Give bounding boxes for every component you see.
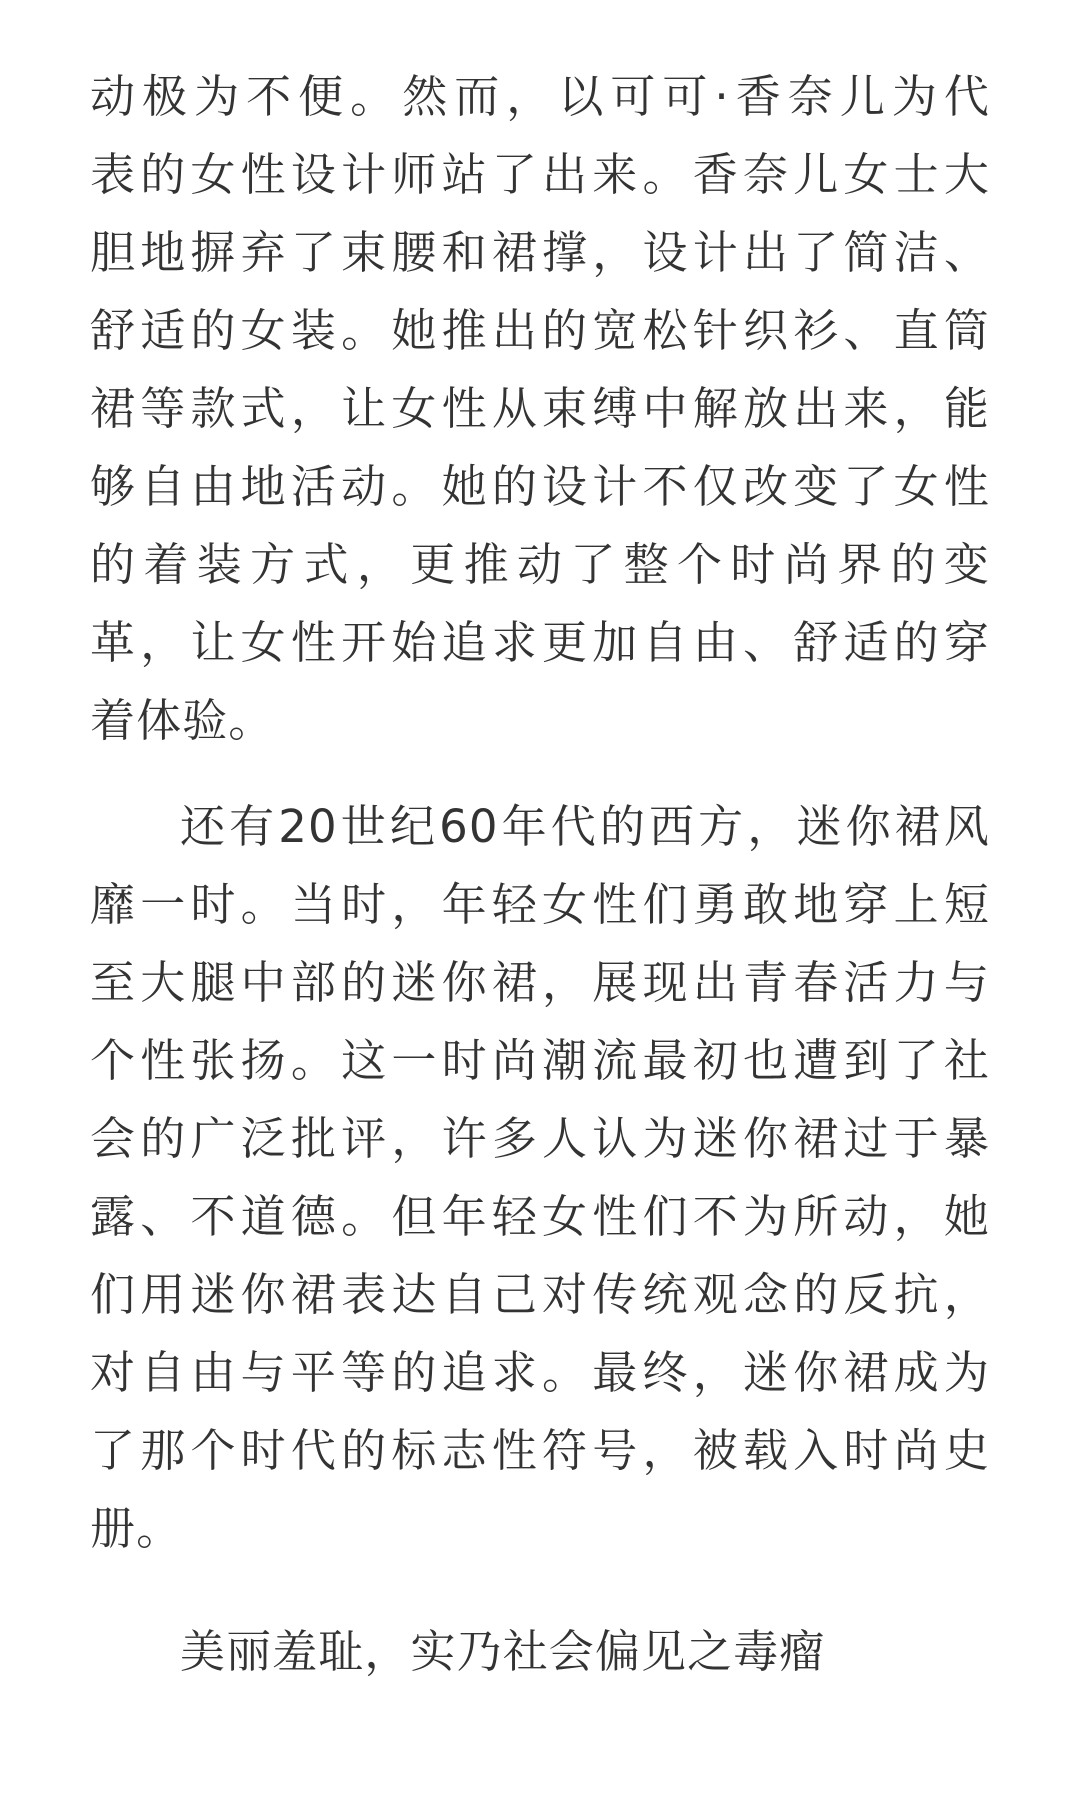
paragraph-1-line: 革，让女性开始追求更加自由、舒适的穿 xyxy=(90,616,990,669)
paragraph-2-line: 至大腿中部的迷你裙，展现出青春活力与 xyxy=(90,956,990,1009)
paragraph-1-line: 裙等款式，让女性从束缚中解放出来，能 xyxy=(90,382,990,435)
paragraph-2-line: 对自由与平等的追求。最终，迷你裙成为 xyxy=(90,1346,990,1399)
paragraph-1-line: 的着装方式，更推动了整个时尚界的变 xyxy=(90,538,990,591)
paragraph-1-line: 舒适的女装。她推出的宽松针织衫、直筒 xyxy=(90,304,990,357)
paragraph-2-line: 会的广泛批评，许多人认为迷你裙过于暴 xyxy=(90,1112,990,1165)
paragraph-2-line: 个性张扬。这一时尚潮流最初也遭到了社 xyxy=(90,1034,990,1087)
paragraph-1-last-line: 着体验。 xyxy=(90,694,275,747)
paragraph-2-line: 们用迷你裙表达自己对传统观念的反抗， xyxy=(90,1268,990,1321)
paragraph-2-line: 靡一时。当时，年轻女性们勇敢地穿上短 xyxy=(90,878,990,931)
section-heading: 美丽羞耻，实乃社会偏见之毒瘤 xyxy=(180,1625,826,1678)
paragraph-1-line: 表的女性设计师站了出来。香奈儿女士大 xyxy=(90,148,990,201)
paragraph-1-line: 动极为不便。然而，以可可·香奈儿为代 xyxy=(90,70,990,123)
paragraph-2-last-line: 册。 xyxy=(90,1502,183,1555)
paragraph-2-line: 露、不道德。但年轻女性们不为所动，她 xyxy=(90,1190,990,1243)
paragraph-1-line: 够自由地活动。她的设计不仅改变了女性 xyxy=(90,460,990,513)
paragraph-2-line: 了那个时代的标志性符号，被载入时尚史 xyxy=(90,1424,990,1477)
paragraph-1-line: 胆地摒弃了束腰和裙撑，设计出了简洁、 xyxy=(90,226,990,279)
paragraph-2-first-line: 还有20世纪60年代的西方，迷你裙风 xyxy=(180,800,990,853)
